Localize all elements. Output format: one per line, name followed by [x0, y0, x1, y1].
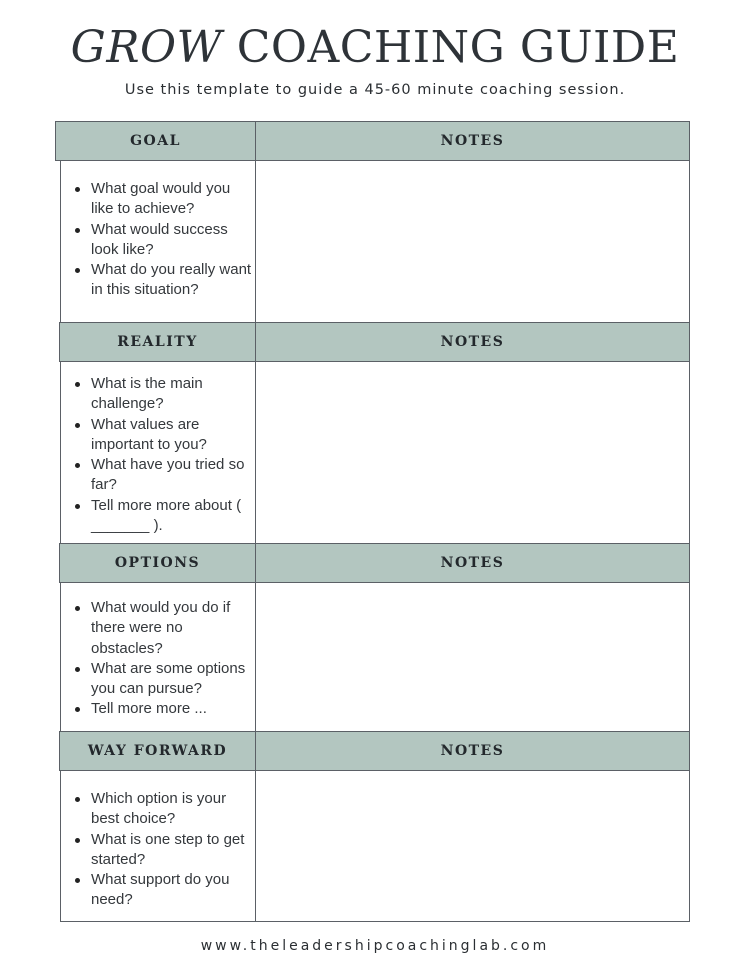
- question-item: What have you tried so far?: [91, 455, 253, 496]
- question-item: What would success look like?: [91, 220, 253, 261]
- question-item: What is the main challenge?: [91, 374, 253, 415]
- notes-area[interactable]: [256, 583, 690, 732]
- question-list: [61, 598, 253, 720]
- section-label: WAY FORWARD: [87, 743, 228, 759]
- notes-area[interactable]: [256, 362, 690, 544]
- notes-area[interactable]: [256, 771, 690, 922]
- question-list: [61, 374, 253, 536]
- notes-area[interactable]: [256, 161, 690, 323]
- title-italic: GROW: [70, 22, 223, 73]
- section-header: [55, 121, 690, 161]
- title-rest: COACHING GUIDE: [236, 22, 680, 73]
- question-list: [61, 179, 253, 301]
- question-item: What are some options you can pursue?: [91, 659, 253, 700]
- question-list: [61, 789, 253, 911]
- section-label: REALITY: [117, 334, 198, 350]
- question-item: What would you do if there were no obstacles?: [91, 598, 253, 659]
- section-header: [59, 543, 690, 583]
- question-item: Tell more more ...: [91, 699, 253, 719]
- question-item: What is one step to get started?: [91, 830, 253, 871]
- section-label: GOAL: [130, 133, 181, 149]
- question-item: What do you really want in this situation?: [91, 260, 253, 301]
- notes-label: NOTES: [440, 133, 505, 149]
- question-item: What values are important to you?: [91, 415, 253, 456]
- question-item: Tell more more about ( _______ ).: [91, 496, 253, 537]
- section-body: [60, 362, 690, 544]
- section-body: [60, 771, 690, 922]
- notes-label: NOTES: [440, 555, 505, 571]
- footer-url: www.theleadershipcoachinglab.com: [200, 938, 550, 954]
- question-item: What goal would you like to achieve?: [91, 179, 253, 220]
- page-title: [0, 18, 750, 78]
- notes-label: NOTES: [440, 743, 505, 759]
- section-header: [59, 731, 690, 771]
- section-header: [59, 322, 690, 362]
- section-label: OPTIONS: [114, 555, 201, 571]
- question-item: What support do you need?: [91, 870, 253, 911]
- page-subtitle: Use this template to guide a 45-60 minute coaching session.: [124, 82, 626, 98]
- table-bottom-border: [60, 921, 690, 922]
- section-body: [60, 583, 690, 732]
- notes-label: NOTES: [440, 334, 505, 350]
- section-body: [60, 161, 690, 323]
- question-item: Which option is your best choice?: [91, 789, 253, 830]
